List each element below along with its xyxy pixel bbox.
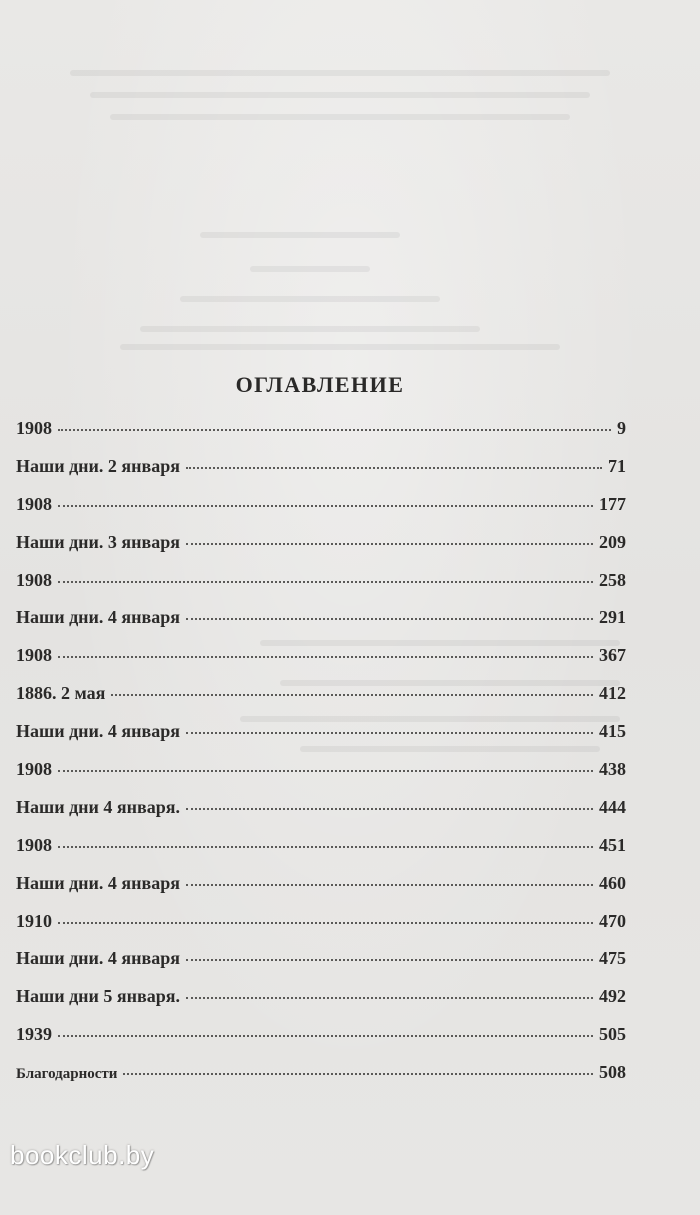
toc-entry-page-number: 71	[608, 455, 626, 476]
toc-entry-title: Наши дни. 4 января	[16, 721, 180, 742]
toc-entry	[16, 948, 626, 986]
show-through-line	[70, 70, 610, 76]
toc-entry-title: Наши дни. 4 января	[16, 948, 180, 969]
toc-entry-page-number: 258	[599, 569, 626, 590]
toc-entry	[16, 532, 626, 570]
toc-entry-page-number: 444	[599, 796, 626, 817]
dot-leader	[186, 959, 593, 961]
toc-entry	[16, 911, 626, 949]
toc-entry-title: 1908	[16, 418, 52, 438]
toc-entry	[16, 570, 626, 608]
toc-entry-page-number: 412	[599, 683, 626, 704]
toc-entry	[16, 683, 626, 721]
dot-leader	[58, 846, 593, 848]
toc-entry	[16, 797, 626, 835]
toc-entry-title: Благодарности	[16, 1066, 118, 1083]
toc-entry-title: 1910	[16, 910, 52, 931]
toc-entry-title: Наши дни. 4 января	[16, 872, 180, 893]
toc-entry	[16, 607, 626, 645]
show-through-line	[250, 266, 370, 272]
show-through-line	[180, 296, 440, 302]
toc-entry-page-number: 415	[599, 721, 626, 742]
toc-entry-title: 1908	[16, 569, 52, 590]
show-through-line	[120, 344, 560, 350]
toc-entry-title: Наши дни. 3 января	[16, 531, 180, 552]
toc-entry	[16, 418, 626, 456]
toc-entry	[16, 873, 626, 911]
contents-heading: ОГЛАВЛЕНИЕ	[235, 372, 405, 397]
dot-leader	[58, 1035, 593, 1037]
toc-entry	[16, 456, 626, 494]
toc-entry-title: Наши дни. 2 января	[16, 455, 180, 476]
dot-leader	[111, 694, 593, 696]
dot-leader	[186, 997, 593, 999]
toc-entry-title: Наши дни 5 января.	[16, 986, 180, 1007]
dot-leader	[58, 922, 593, 924]
dot-leader	[58, 429, 611, 431]
toc-entry-title: Наши дни 4 января.	[16, 796, 180, 817]
toc-entry-title: Наши дни. 4 января	[16, 607, 180, 628]
toc-entry	[16, 1062, 626, 1100]
toc-entry-page-number: 177	[599, 493, 626, 514]
toc-entry-title: 1886. 2 мая	[16, 683, 106, 704]
dot-leader	[58, 656, 593, 658]
toc-entry-page-number: 367	[599, 645, 626, 666]
site-watermark: bookclub.by	[10, 1140, 155, 1170]
toc-entry-title: 1908	[16, 759, 52, 780]
toc-entry-title: 1908	[16, 834, 52, 855]
toc-entry-page-number: 508	[599, 1062, 626, 1083]
toc-entry	[16, 835, 626, 873]
toc-entry-title: 1939	[16, 1024, 52, 1045]
show-through-line	[90, 92, 590, 98]
toc-entry	[16, 1024, 626, 1062]
dot-leader	[186, 467, 602, 469]
show-through-line	[200, 232, 400, 238]
toc-entry	[16, 721, 626, 759]
dot-leader	[58, 505, 593, 507]
dot-leader	[58, 581, 593, 583]
toc-entry-page-number: 451	[599, 834, 626, 855]
toc-entry-page-number: 475	[599, 948, 626, 969]
toc-entry-page-number: 470	[599, 910, 626, 931]
dot-leader	[58, 770, 593, 772]
toc-entry-page-number: 209	[599, 531, 626, 552]
dot-leader	[186, 543, 593, 545]
dot-leader	[186, 732, 593, 734]
dot-leader	[186, 618, 593, 620]
toc-entry	[16, 645, 626, 683]
toc-entry	[16, 494, 626, 532]
toc-entry-page-number: 505	[599, 1024, 626, 1045]
dot-leader	[186, 808, 593, 810]
toc-entry	[16, 759, 626, 797]
toc-entry-page-number: 492	[599, 986, 626, 1007]
toc-entry-page-number: 438	[599, 759, 626, 780]
toc-entry	[16, 986, 626, 1024]
dot-leader	[186, 884, 593, 886]
toc-entry-title: 1908	[16, 493, 52, 514]
table-of-contents	[16, 418, 626, 1100]
dot-leader	[123, 1073, 593, 1075]
show-through-line	[110, 114, 570, 120]
toc-entry-title: 1908	[16, 645, 52, 666]
show-through-line	[140, 326, 480, 332]
toc-entry-page-number: 9	[617, 418, 626, 438]
toc-entry-page-number: 291	[599, 607, 626, 628]
toc-entry-page-number: 460	[599, 872, 626, 893]
